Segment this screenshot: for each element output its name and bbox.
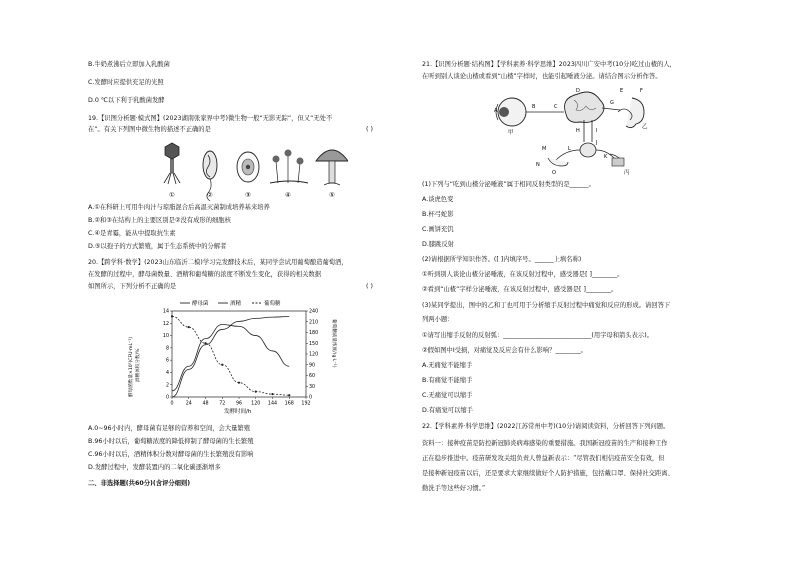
label-4: ④ (285, 191, 291, 199)
q21-part3-1: ①请写出缩手反射的反射弧：____________________________(用字母和箭头表示)。 (422, 332, 653, 339)
brain-illustration (565, 92, 605, 122)
q20-option-b: B.96小时以后，葡萄糖浓度的降低抑制了酵母菌的生长繁殖 (88, 438, 254, 445)
chart-legend (180, 299, 281, 307)
option-d-prev: D.0 ℃以下利于乳酸菌发酵 (88, 97, 165, 104)
q21-part1-a: A.谈虎色变 (422, 196, 454, 203)
q21-part3-line2: 列两小题： (422, 316, 454, 323)
y-right-tick-label: 150 (309, 341, 319, 347)
y-right-tick-label: 120 (309, 352, 319, 358)
series-point-glucose (188, 326, 190, 328)
y-axis-label-left2: 酒精体积分数/% (136, 348, 141, 382)
q20-option-c: C.96小时以后，酒精体积分数对酵母菌的生长繁殖没有影响 (88, 451, 254, 458)
diagram-label-jia: 甲 (508, 130, 514, 136)
y-left-tick-label: 12 (162, 321, 169, 327)
series-point-glucose (221, 364, 223, 366)
x-tick-label: 0 (170, 401, 174, 407)
q21-part1-d: D.膝跳反射 (422, 241, 455, 248)
x-axis-label: 发酵时间/h (224, 409, 252, 415)
q22-material-line2: 正在稳步推进中。疫苗研发攻关组负责人曾益新表示：“尽管我们相信疫苗安全有效，但 (422, 455, 665, 462)
y-right-tick-label: 180 (309, 331, 319, 337)
q20-answer-paren: ( ) (366, 283, 373, 290)
q19-answer-paren: ( ) (366, 126, 373, 133)
y-right-tick-label: 210 (309, 320, 319, 326)
q21-part3-a: A.无痛觉不能缩手 (422, 362, 473, 369)
series-point-glucose (271, 393, 273, 395)
x-tick-label: 144 (267, 401, 278, 407)
q22-material-line4: 勤洗手等这些好习惯。” (422, 485, 486, 492)
y-axis-label-right: 葡萄糖质量浓度/(g·L⁻¹) (331, 319, 336, 368)
diagram-label-B: B (532, 104, 536, 110)
diagram-label-E: E (620, 88, 624, 94)
y-right-tick-label: 60 (309, 374, 316, 380)
fermentation-chart (128, 297, 338, 415)
q21-part2-1: ①听到别人谈论山楂分泌唾液，在该反射过程中，感受器是[ ]________。 (422, 271, 624, 278)
q20-stem-line2: 在发酵的过程中，酵母菌数量、酒精和葡萄糖的浓度不断发生变化，获得的相关数据 (88, 271, 321, 278)
q21-part3-2: ②假如图中I受损，对痛觉及反应会有什么影响？________。 (422, 347, 587, 354)
series-line-2 (172, 317, 289, 397)
label-5: ⑤ (329, 191, 335, 199)
diagram-label-I: I (596, 128, 598, 134)
q21-part3-c: C.无痛觉可以缩手 (422, 392, 473, 399)
diagram-label-G: G (610, 100, 614, 106)
q19-stem-line2: 在”。有关下列图中微生物的描述不正确的是 (88, 126, 211, 133)
q21-part3-b: B.有痛觉不能缩手 (422, 377, 473, 384)
q20-option-a: A.0~96小时内，酵母菌有足够的营养和空间，会大量繁殖 (88, 425, 251, 432)
yeast-illustration (237, 152, 259, 182)
virus-illustration (164, 143, 180, 184)
x-tick-label: 120 (251, 401, 261, 407)
diagram-label-F: F (640, 88, 643, 94)
q22-material-line1: 资料一：接种疫苗是防控新冠肺炎病毒感染的重要措施。我国新冠疫苗的生产和接种工作 (422, 440, 668, 447)
q19-option-d: D.⑤以孢子的方式繁殖，属于生态系统中的分解者 (88, 243, 227, 250)
x-tick-label: 168 (284, 401, 294, 407)
y-left-tick-label: 10 (162, 334, 169, 340)
x-tick-label: 96 (235, 401, 243, 407)
legend-alcohol: 酒精 (230, 301, 242, 307)
x-tick-label: 48 (202, 401, 209, 407)
mushroom-illustration (316, 150, 348, 185)
q19-option-b: B.②和③在结构上的主要区别是②没有成形的细胞核 (88, 217, 231, 224)
diagram-label-J: J (596, 140, 598, 146)
y-right-tick-label: 240 (309, 309, 319, 315)
q20-option-d: D.发酵过程中，发酵装置内的二氧化碳逐渐增多 (88, 464, 221, 471)
diagram-label-A: A (494, 108, 498, 114)
plot-frame (172, 311, 306, 397)
x-tick-label: 72 (219, 401, 226, 407)
q21-part2-2: ②看到“山楂”字样分泌唾液，在该反射过程中，感受器是[ ]________。 (422, 286, 618, 293)
q19-option-a: A.①在科研上可用牛肉汁与琼脂混合后高温灭菌制成培养基来培养 (88, 204, 270, 211)
reflex-diagram (492, 84, 662, 176)
series-point-glucose (204, 342, 206, 344)
diagram-label-H: H (576, 128, 580, 134)
eye-illustration (496, 98, 526, 126)
series-point-glucose (238, 382, 240, 384)
y-left-tick-label: 4 (165, 371, 169, 377)
series-point-glucose (171, 315, 173, 317)
y-right-tick-label: 90 (309, 363, 316, 369)
y-right-tick-label: 30 (309, 384, 316, 390)
y-left-tick-label: 14 (162, 309, 169, 315)
q22-stem: 22.【学科素养·科学思维】(2022江苏常州中考)(10分)请阅读资料，分析回答下列问题。 (422, 423, 670, 430)
diagram-label-K: K (604, 154, 608, 160)
legend-glucose: 葡萄糖 (264, 301, 281, 307)
x-tick-label: 24 (185, 401, 192, 407)
q20-stem-line1: 20.【跨学科·数学】(2023山东临沂二模)学习完发酵技术后，某同学尝试用葡萄酿造葡萄酒， (88, 259, 348, 266)
mold-illustration (270, 150, 308, 184)
label-3: ③ (245, 191, 251, 199)
x-tick-label: 192 (301, 401, 311, 407)
y-left-tick-label: 8 (165, 346, 169, 352)
legend-yeast: 酵母菌 (192, 301, 209, 307)
q22-material-line3: 是接种新冠疫苗以后，还是要求大家继续做好个人防护措施，包括戴口罩、保持社交距离、 (422, 470, 674, 477)
diagram-label-bing: 丙 (624, 170, 630, 176)
diagram-label-O: O (552, 170, 556, 176)
q21-part1-c: C.画饼充饥 (422, 226, 454, 233)
option-b-prev: B.牛奶煮沸后立即加入乳酸菌 (88, 61, 170, 68)
series-line-3 (172, 316, 289, 395)
q19-option-c: C.④是青霉，能从中提取抗生素 (88, 230, 176, 237)
microbe-figure (148, 139, 348, 201)
y-left-tick-label: 0 (165, 395, 169, 401)
q21-stem-line1: 21.【识图分析题·结构图】【学科素养·科学思维】2023四川广安中考(10分)吃过山楂的人， (422, 61, 676, 68)
diagram-label-N: N (536, 162, 540, 168)
diagram-label-yi: 乙 (642, 124, 648, 130)
diagram-label-M: M (542, 146, 547, 152)
y-left-tick-label: 6 (165, 358, 169, 364)
q21-part3-line1: (3)某同学提出，图中的乙和丁也可用于分析缩手反射过程中痛觉和反应的形成。请回答下 (422, 302, 671, 309)
q20-stem-line3: 如图所示，下列分析不正确的是 (88, 283, 177, 290)
ear-illustration (618, 98, 644, 128)
q21-part2: (2)请根据所学知识作答。([ ]内填序号。______上填名称) (422, 256, 582, 263)
diagram-label-C: C (554, 104, 558, 110)
y-axis-label-left: 酵母菌数量×10⁷(CFU·mL⁻¹) (129, 336, 134, 397)
q19-stem-line1: 19.【识图分析题·模式图】(2023湖南张家界中考)微生物一般“无影无踪”，但又“无处不 (88, 115, 333, 122)
q21-stem-line2: 在听到别人谈论山楂或看到“山楂”字样时，也能引起唾液分泌。请结合图示分析作答。 (422, 73, 662, 80)
y-right-tick-label: 0 (309, 395, 313, 401)
q21-part1: (1)下列与“吃到山楂分泌唾液”属于相同反射类型的是______。 (422, 181, 595, 188)
option-c-prev: C.发酵时应提供充足的光照 (88, 79, 164, 86)
label-2: ② (207, 191, 213, 199)
q21-part3-d: D.有痛觉可以缩手 (422, 407, 473, 414)
q21-part1-b: B.杯弓蛇影 (422, 211, 454, 218)
series-point-glucose (288, 394, 290, 396)
series-point-glucose (255, 391, 257, 393)
y-left-tick-label: 2 (165, 383, 169, 389)
label-1: ① (169, 191, 175, 199)
diagram-label-L: L (568, 146, 571, 152)
diagram-label-D: D (576, 88, 580, 94)
series-line-1 (172, 325, 289, 391)
section-2-heading: 二、非选择题(共60分)(含评分细则) (88, 480, 191, 487)
